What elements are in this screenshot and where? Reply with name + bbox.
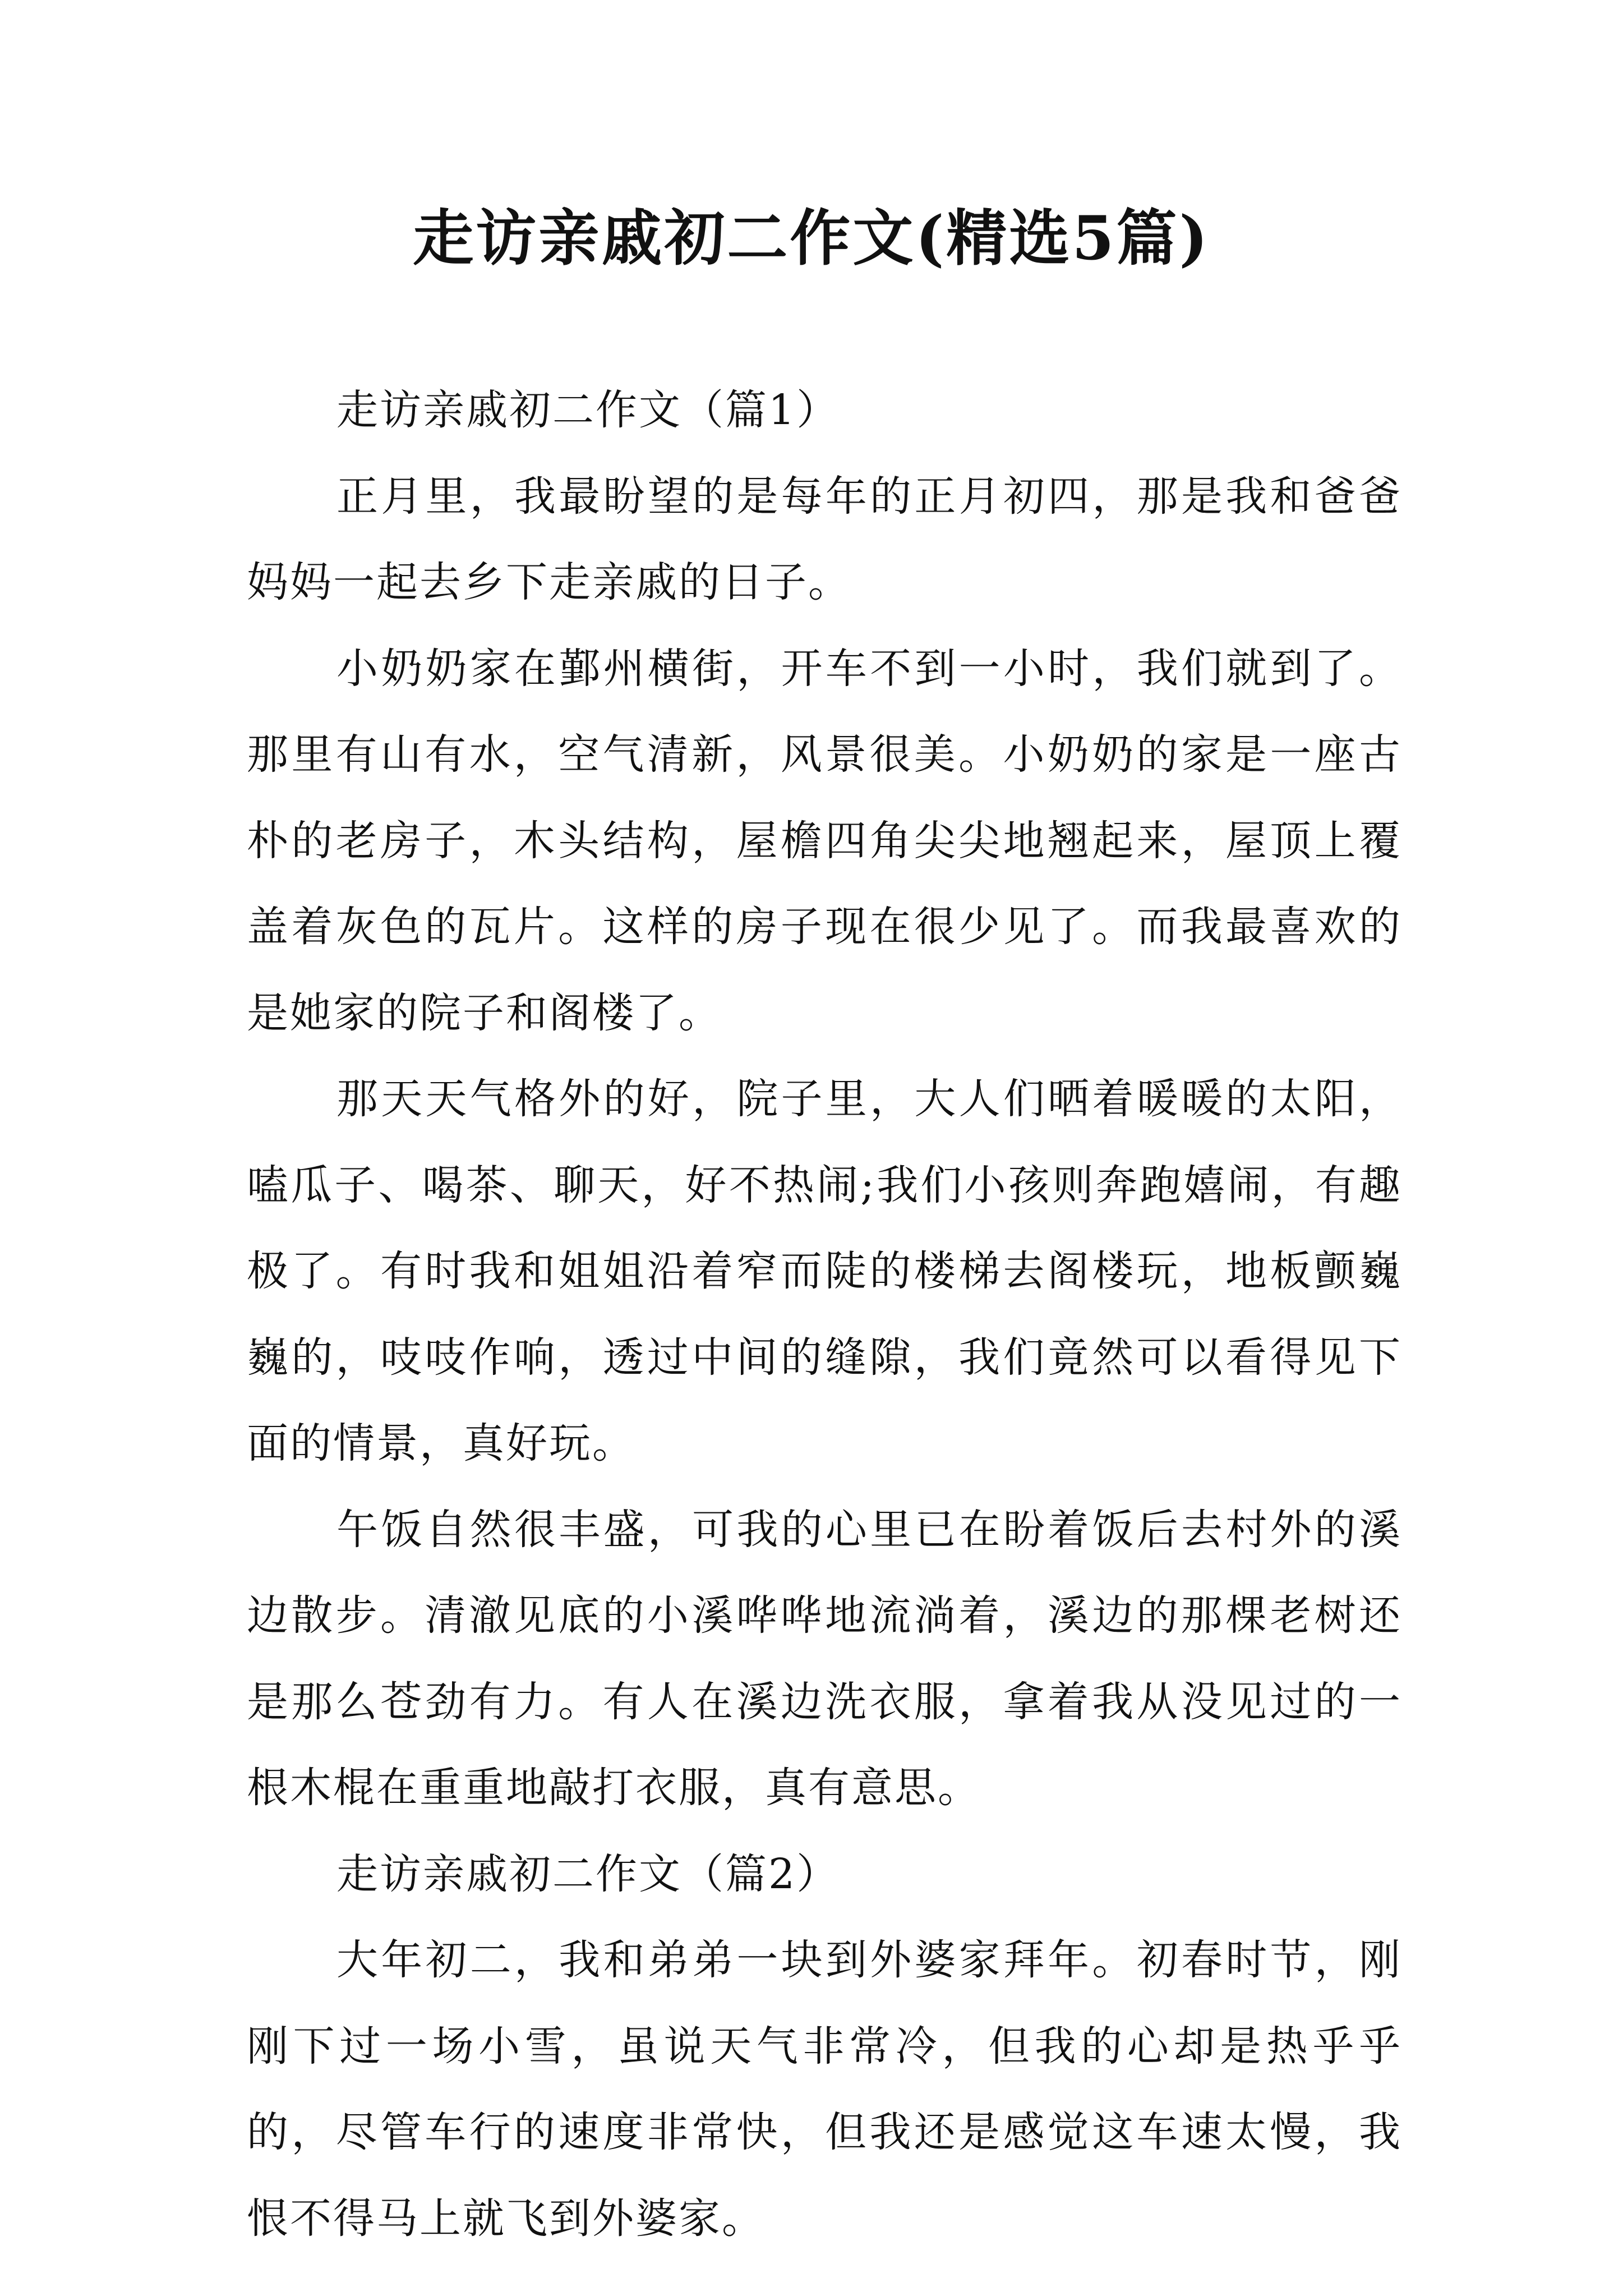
document-body <box>247 367 1402 2262</box>
section-heading-1: 走访亲戚初二作文（篇1） <box>336 386 840 434</box>
document-title: 走访亲戚初二作文(精选5篇) <box>413 203 1210 274</box>
paragraph: 午饭自然很丰盛，可我的心里已在盼着饭后去村外的溪边散步。清澈见底的小溪哗哗地流淌着，溪边的那棵老树还是那么苍劲有力。有人在溪边洗衣服，拿着我从没见过的一根木棍在重重地敲打衣服，真有意思。 <box>247 1505 1402 1812</box>
paragraph: 小奶奶家在鄞州横街，开车不到一小时，我们就到了。那里有山有水，空气清新，风景很美。小奶奶的家是一座古朴的老房子，木头结构，屋檐四角尖尖地翘起来，屋顶上覆盖着灰色的瓦片。这样的房子现在很少见了。而我最喜欢的是她家的院子和阁楼了。 <box>247 644 1402 1037</box>
paragraph: 大年初二，我和弟弟一块到外婆家拜年。初春时节，刚刚下过一场小雪，虽说天气非常冷，但我的心却是热乎乎的，尽管车行的速度非常快，但我还是感觉这车速太慢，我恨不得马上就飞到外婆家。 <box>247 1936 1402 2243</box>
section-heading-2: 走访亲戚初二作文（篇2） <box>336 1849 840 1898</box>
paragraph: 那天天气格外的好，院子里，大人们晒着暖暖的太阳，嗑瓜子、喝茶、聊天，好不热闹;我们小孩则奔跑嬉闹，有趣极了。有时我和姐姐沿着窄而陡的楼梯去阁楼玩，地板颤巍巍的，吱吱作响，透过中间的缝隙，我们竟然可以看得见下面的情景，真好玩。 <box>247 1075 1402 1467</box>
paragraph: 正月里，我最盼望的是每年的正月初四，那是我和爸爸妈妈一起去乡下走亲戚的日子。 <box>247 472 1402 606</box>
